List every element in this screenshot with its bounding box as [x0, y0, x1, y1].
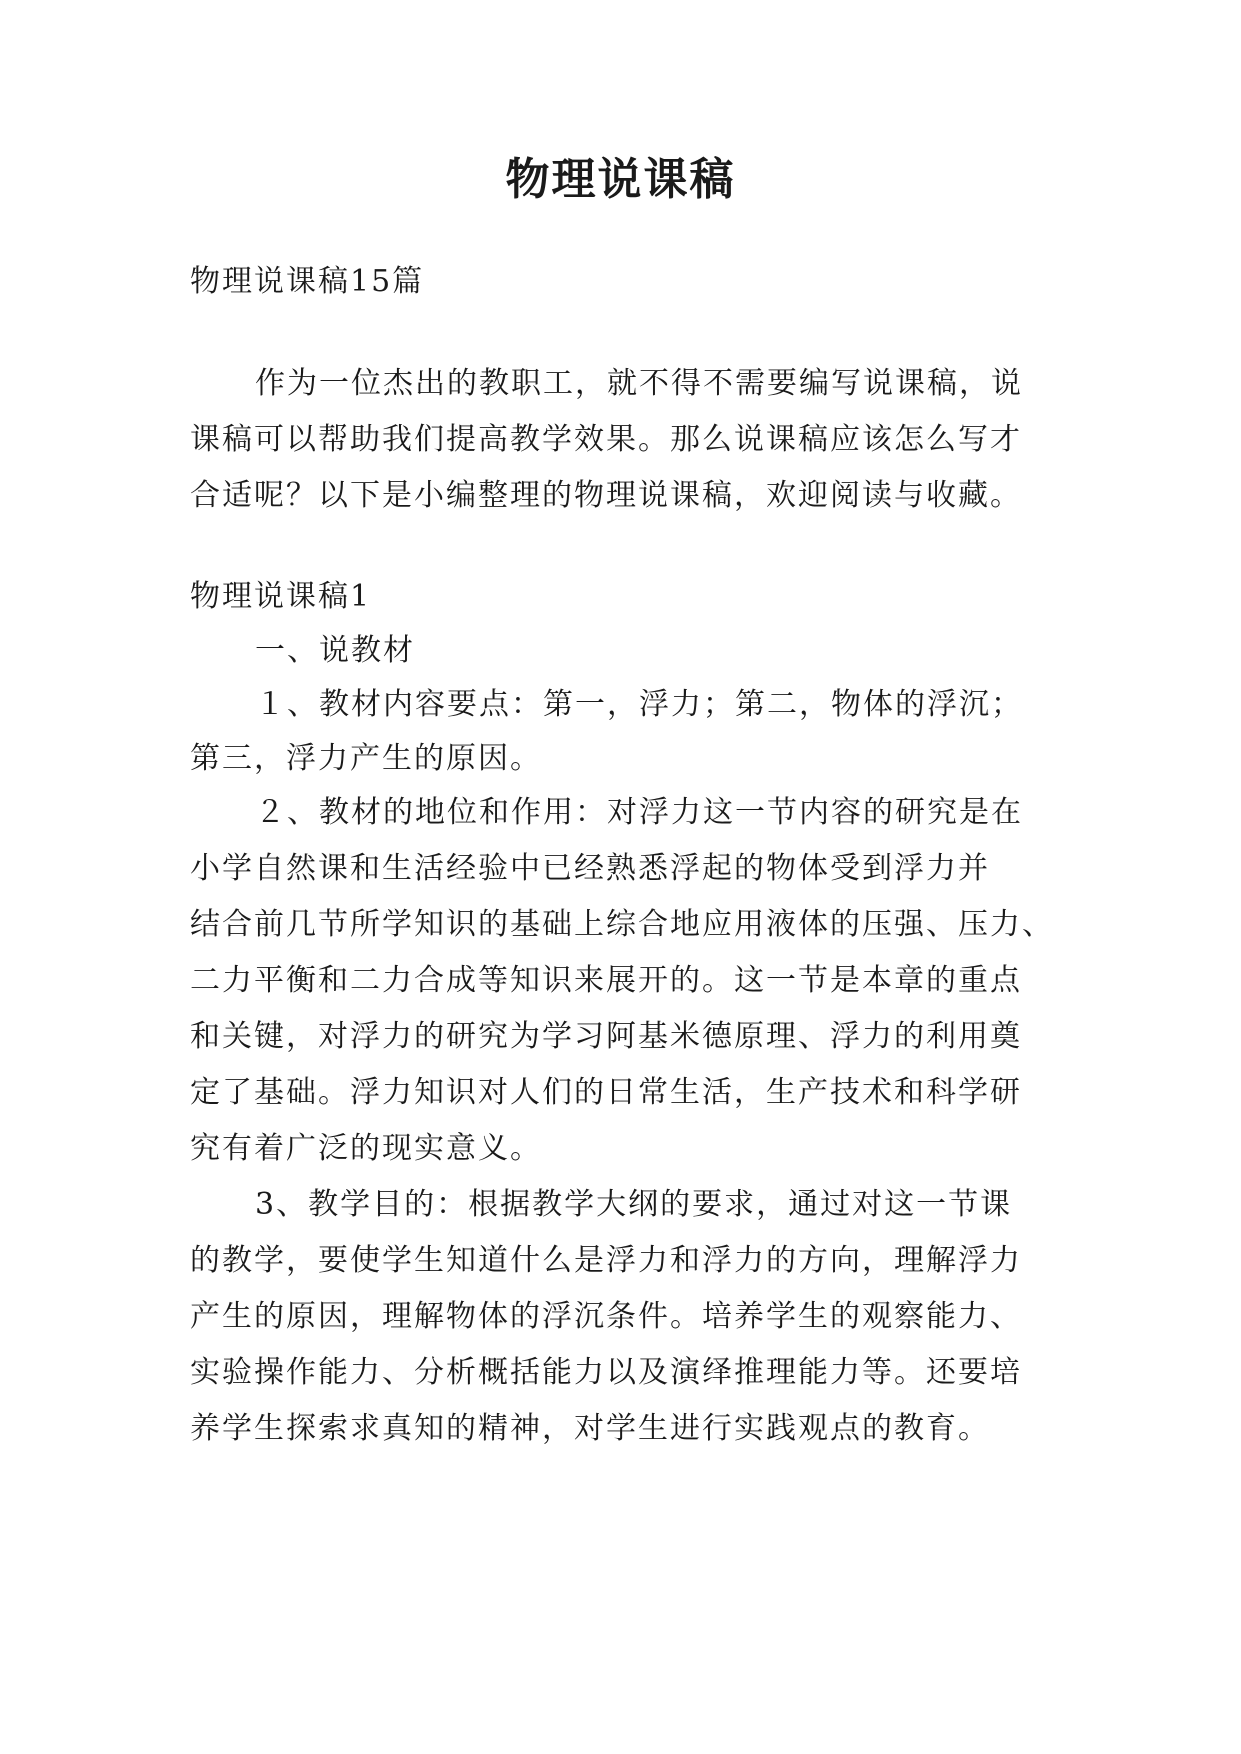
point2-line: 二力平衡和二力合成等知识来展开的。这一节是本章的重点: [190, 963, 1022, 998]
intro-line: 作为一位杰出的教职工，就不得不需要编写说课稿，说: [255, 366, 1023, 401]
point3-line: 3、教学目的：根据教学大纲的要求，通过对这一节课: [255, 1187, 1013, 1222]
point3-line: 养学生探索求真知的精神，对学生进行实践观点的教育。: [190, 1411, 990, 1446]
document-title: 物理说课稿: [505, 154, 736, 205]
intro-line: 合适呢？以下是小编整理的物理说课稿，欢迎阅读与收藏。: [190, 478, 1022, 513]
point1-line: 第三，浮力产生的原因。: [190, 741, 542, 776]
point2-line: 小学自然课和生活经验中已经熟悉浮起的物体受到浮力并: [190, 851, 990, 886]
point2-line: ２、教材的地位和作用：对浮力这一节内容的研究是在: [255, 795, 1023, 830]
point2-line: 和关键，对浮力的研究为学习阿基米德原理、浮力的利用奠: [190, 1019, 1022, 1054]
point2-line: 究有着广泛的现实意义。: [190, 1131, 542, 1166]
point2-line: 结合前几节所学知识的基础上综合地应用液体的压强、压力、: [190, 907, 1054, 942]
part-heading: 一、说教材: [255, 633, 415, 668]
document-subtitle: 物理说课稿15篇: [190, 264, 425, 299]
intro-line: 课稿可以帮助我们提高教学效果。那么说课稿应该怎么写才: [190, 422, 1022, 457]
section-heading: 物理说课稿1: [190, 579, 372, 614]
point3-line: 产生的原因，理解物体的浮沉条件。培养学生的观察能力、: [190, 1299, 1022, 1334]
point3-line: 的教学，要使学生知道什么是浮力和浮力的方向，理解浮力: [190, 1243, 1022, 1278]
point1-line: １、教材内容要点：第一，浮力；第二，物体的浮沉；: [255, 687, 1023, 722]
point3-line: 实验操作能力、分析概括能力以及演绎推理能力等。还要培: [190, 1355, 1022, 1390]
point2-line: 定了基础。浮力知识对人们的日常生活，生产技术和科学研: [190, 1075, 1022, 1110]
